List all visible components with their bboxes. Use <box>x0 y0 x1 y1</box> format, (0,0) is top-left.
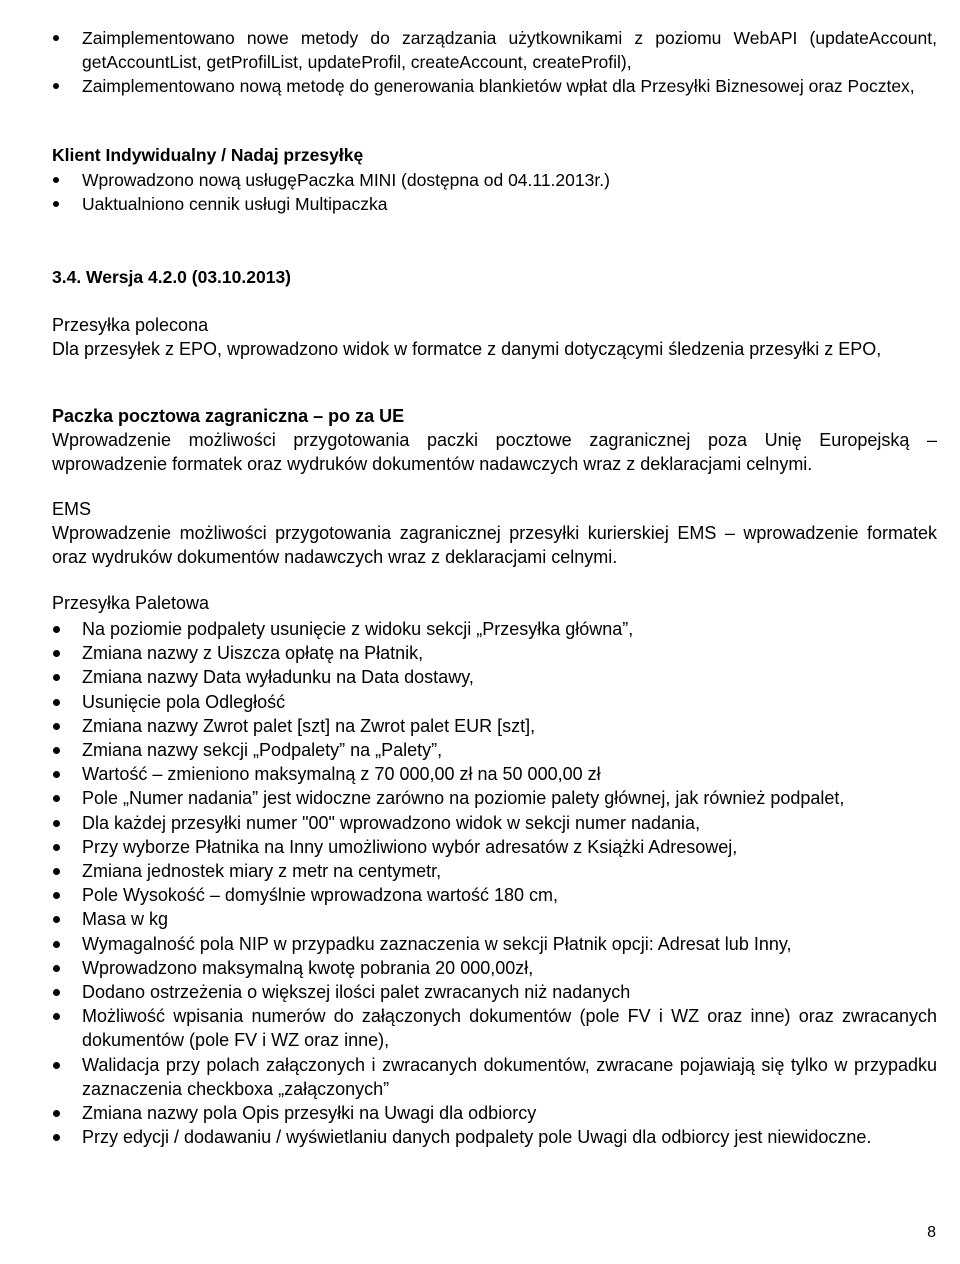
list-item: Zmiana nazwy sekcji „Podpalety” na „Palety”, <box>52 738 937 762</box>
list-item: Zmiana nazwy Data wyładunku na Data dostawy, <box>52 665 937 689</box>
paletowa-title: Przesyłka Paletowa <box>52 593 210 613</box>
zagraniczna-title: Paczka pocztowa zagraniczna – po za UE <box>52 406 405 426</box>
list-item: Wymagalność pola NIP w przypadku zaznaczenia w sekcji Płatnik opcji: Adresat lub Inny, <box>52 932 937 956</box>
list-item: Dodano ostrzeżenia o większej ilości palet zwracanych niż nadanych <box>52 980 937 1004</box>
list-item: Usunięcie pola Odległość <box>52 690 937 714</box>
list-item: Walidacja przy polach załączonych i zwracanych dokumentów, zwracane pojawiają się tylko w przypadku zaznaczenia checkboxa „załączonych” <box>52 1053 937 1101</box>
ems-text: Wprowadzenie możliwości przygotowania zagranicznej przesyłki kurierskiej EMS – wprowadzenie formatek oraz wydruków dokumentów nadawczych wraz z deklaracjami celnymi. <box>52 523 937 567</box>
ems-title: EMS <box>52 499 92 519</box>
paletowa-list <box>52 617 937 1149</box>
list-item: Przy edycji / dodawaniu / wyświetlaniu danych podpalety pole Uwagi dla odbiorcy jest niewidoczne. <box>52 1125 937 1149</box>
list-item: Zaimplementowano nowe metody do zarządzania użytkownikami z poziomu WebAPI (updateAccount, getAccountList, getProfilList, updateProfil, createAccount, createProfil), <box>52 26 937 74</box>
list-item: Wprowadzono maksymalną kwotę pobrania 20 000,00zł, <box>52 956 937 980</box>
list-item: Masa w kg <box>52 907 937 931</box>
page-number: 8 <box>927 1224 936 1241</box>
webapi-changes-list <box>52 26 937 98</box>
section-heading: 3.4. Wersja 4.2.0 (03.10.2013) <box>52 267 292 287</box>
list-item: Możliwość wpisania numerów do załączonych dokumentów (pole FV i WZ oraz inne) oraz zwracanych dokumentów (pole FV i WZ oraz inne), <box>52 1004 937 1052</box>
list-item: Zmiana nazwy Zwrot palet [szt] na Zwrot palet EUR [szt], <box>52 714 937 738</box>
list-item: Uaktualniono cennik usługi Multipaczka <box>52 192 610 216</box>
list-item: Pole „Numer nadania” jest widoczne zarówno na poziomie palety głównej, jak również podpalet, <box>52 786 937 810</box>
polecona-text: Dla przesyłek z EPO, wprowadzono widok w formatce z danymi dotyczącymi śledzenia przesyłki z EPO, <box>52 339 882 359</box>
list-item: Zaimplementowano nową metodę do generowania blankietów wpłat dla Przesyłki Biznesowej oraz Pocztex, <box>52 74 937 98</box>
polecona-title: Przesyłka polecona <box>52 315 209 335</box>
list-item: Na poziomie podpalety usunięcie z widoku sekcji „Przesyłka główna”, <box>52 617 937 641</box>
list-item: Wprowadzono nową usługęPaczka MINI (dostępna od 04.11.2013r.) <box>52 168 610 192</box>
list-item: Zmiana jednostek miary z metr na centymetr, <box>52 859 937 883</box>
klient-heading: Klient Indywidualny / Nadaj przesyłkę <box>52 145 364 165</box>
list-item: Pole Wysokość – domyślnie wprowadzona wartość 180 cm, <box>52 883 937 907</box>
list-item: Przy wyborze Płatnika na Inny umożliwiono wybór adresatów z Książki Adresowej, <box>52 835 937 859</box>
klient-list <box>52 168 610 216</box>
zagraniczna-text: Wprowadzenie możliwości przygotowania paczki pocztowe zagranicznej poza Unię Europejską – wprowadzenie formatek oraz wydruków dokumentów nadawczych wraz z deklaracjami celnymi. <box>52 430 937 474</box>
list-item: Wartość – zmieniono maksymalną z 70 000,00 zł na 50 000,00 zł <box>52 762 937 786</box>
list-item: Zmiana nazwy pola Opis przesyłki na Uwagi dla odbiorcy <box>52 1101 937 1125</box>
list-item: Zmiana nazwy z Uiszcza opłatę na Płatnik, <box>52 641 937 665</box>
list-item: Dla każdej przesyłki numer "00" wprowadzono widok w sekcji numer nadania, <box>52 811 937 835</box>
